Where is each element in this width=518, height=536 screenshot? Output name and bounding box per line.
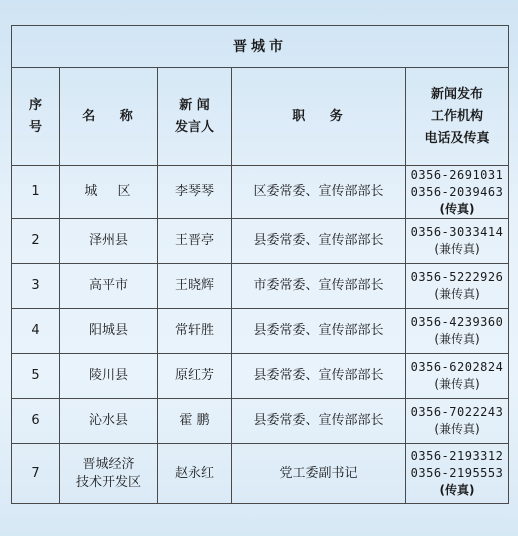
row-index: 4 <box>12 309 60 354</box>
row-phone: 0356-2691031 <box>410 167 504 182</box>
header-contact-line1: 新闻发布 <box>430 86 483 102</box>
row-fax-note: (传真) <box>439 483 475 497</box>
row-fax-note: (兼传真) <box>434 422 480 436</box>
header-index <box>12 68 60 166</box>
row-person: 霍 鹏 <box>158 399 232 444</box>
header-contact-line3: 电话及传真 <box>424 130 490 146</box>
header-index-line1: 序 <box>28 97 42 113</box>
row-position: 党工委副书记 <box>232 444 406 504</box>
row-fax-note: (兼传真) <box>434 287 480 301</box>
table-row <box>12 354 509 399</box>
header-contact <box>406 68 509 166</box>
row-person: 李琴琴 <box>158 166 232 219</box>
row-contact <box>406 219 509 264</box>
header-spokesperson <box>158 68 232 166</box>
row-position: 县委常委、宣传部部长 <box>232 309 406 354</box>
contact-table-frame <box>11 25 508 514</box>
row-position: 市委常委、宣传部部长 <box>232 264 406 309</box>
row-person: 王晓辉 <box>158 264 232 309</box>
table-title: 晋城市 <box>12 26 509 68</box>
row-name: 阳城县 <box>60 309 158 354</box>
row-name-line2: 技术开发区 <box>75 474 141 490</box>
row-contact <box>406 166 509 219</box>
header-name <box>60 68 158 166</box>
header-spokesperson-line2: 发言人 <box>174 119 214 135</box>
table-title-row <box>12 26 509 68</box>
table-header-row <box>12 68 509 166</box>
row-name: 高平市 <box>60 264 158 309</box>
row-fax-note: (兼传真) <box>434 332 480 346</box>
table-row <box>12 309 509 354</box>
row-person: 王晋亭 <box>158 219 232 264</box>
row-name-line1: 晋城经济 <box>82 456 135 472</box>
row-name-text: 城 区 <box>84 184 139 199</box>
header-position-text: 职 务 <box>292 108 353 124</box>
row-index: 1 <box>12 166 60 219</box>
row-position: 区委常委、宣传部部长 <box>232 166 406 219</box>
header-spokesperson-line1: 新 闻 <box>179 97 210 113</box>
row-index: 5 <box>12 354 60 399</box>
table-row <box>12 399 509 444</box>
row-contact <box>406 354 509 399</box>
row-phone: 0356-2193312 <box>410 449 504 463</box>
row-fax-note: (传真) <box>439 201 475 216</box>
row-contact <box>406 309 509 354</box>
row-position: 县委常委、宣传部部长 <box>232 399 406 444</box>
row-phone: 0356-5222926 <box>410 270 504 284</box>
row-name: 沁水县 <box>60 399 158 444</box>
table-row <box>12 166 509 219</box>
row-name: 陵川县 <box>60 354 158 399</box>
row-contact <box>406 444 509 504</box>
row-fax-note: (兼传真) <box>434 377 480 391</box>
row-fax-note: (兼传真) <box>434 242 480 256</box>
row-position: 县委常委、宣传部部长 <box>232 354 406 399</box>
row-index: 3 <box>12 264 60 309</box>
header-contact-line2: 工作机构 <box>430 108 483 124</box>
row-name <box>60 444 158 504</box>
row-index: 2 <box>12 219 60 264</box>
row-name: 泽州县 <box>60 219 158 264</box>
row-phone-secondary: 0356-2039463 <box>410 184 504 199</box>
row-index: 7 <box>12 444 60 504</box>
row-phone: 0356-3033414 <box>410 225 504 239</box>
row-index: 6 <box>12 399 60 444</box>
row-person: 原红芳 <box>158 354 232 399</box>
row-phone: 0356-4239360 <box>410 315 504 329</box>
table-row <box>12 219 509 264</box>
header-name-text: 名 称 <box>82 108 143 124</box>
row-person: 赵永红 <box>158 444 232 504</box>
row-contact <box>406 399 509 444</box>
row-phone-secondary: 0356-2195553 <box>410 466 504 480</box>
header-index-line2: 号 <box>28 119 42 135</box>
row-name <box>60 166 158 219</box>
table-row <box>12 264 509 309</box>
row-position: 县委常委、宣传部部长 <box>232 219 406 264</box>
table-row <box>12 444 509 504</box>
row-person: 常轩胜 <box>158 309 232 354</box>
row-contact <box>406 264 509 309</box>
header-position <box>232 68 406 166</box>
row-phone: 0356-7022243 <box>410 405 504 419</box>
row-phone: 0356-6202824 <box>410 360 504 374</box>
spokesperson-table <box>11 25 509 504</box>
